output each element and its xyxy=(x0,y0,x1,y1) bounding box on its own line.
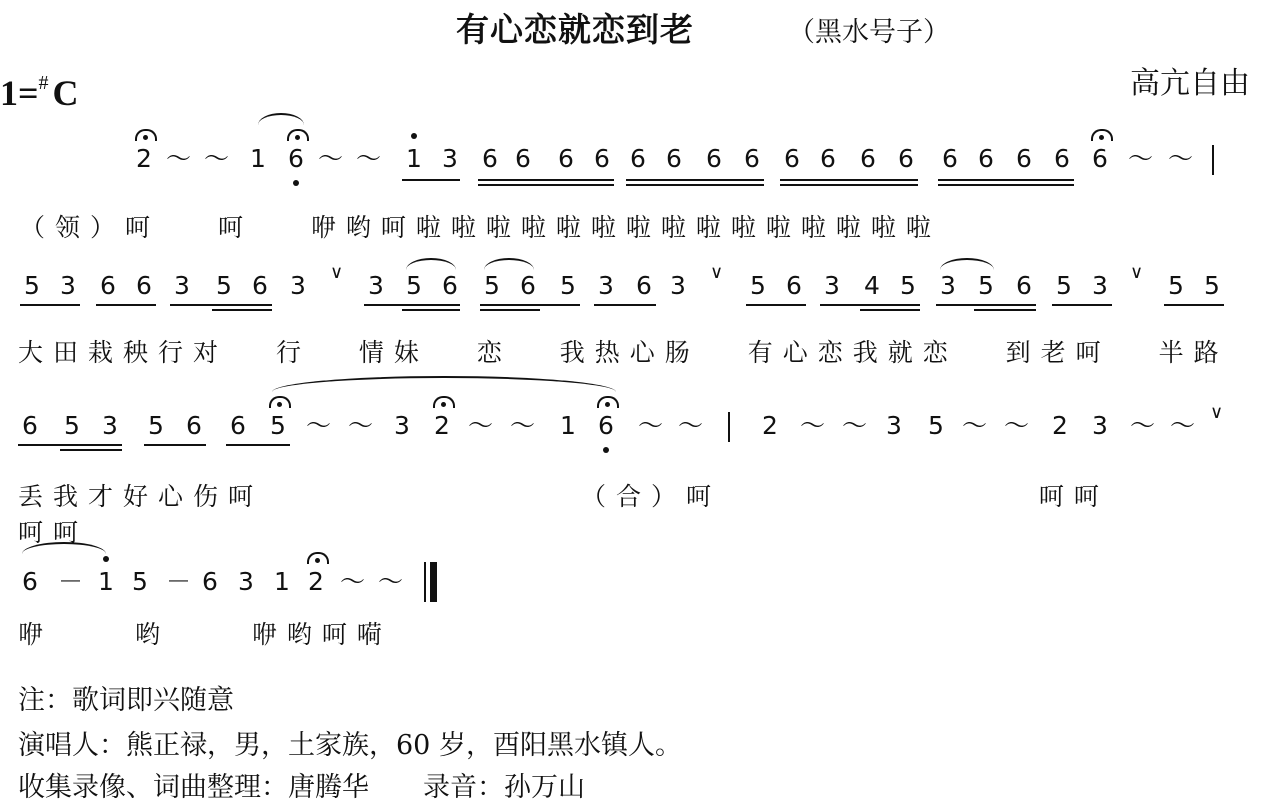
breath-mark-icon: ∨ xyxy=(1210,402,1224,423)
note: ～ xyxy=(204,144,230,173)
note: 5 xyxy=(148,411,164,440)
fermata-icon xyxy=(433,396,455,408)
note: 5 xyxy=(978,271,994,300)
breath-mark-icon: ∨ xyxy=(330,262,344,283)
slur-icon xyxy=(272,376,616,392)
lyrics-row-1: （领）呵 呵 咿哟呵啦啦啦啦啦啦啦啦啦啦啦啦啦啦啦 xyxy=(20,213,941,242)
underline-icon xyxy=(96,304,156,306)
note: 3 xyxy=(60,271,76,300)
fermata-icon xyxy=(597,396,619,408)
note: 6 xyxy=(1054,144,1070,173)
low-octave-dot-icon xyxy=(293,180,299,186)
key-prefix: 1= xyxy=(0,73,39,113)
note: 6 xyxy=(482,144,498,173)
underline-icon xyxy=(780,179,918,181)
note: 5 xyxy=(1204,271,1220,300)
note: 6 xyxy=(1092,144,1108,173)
note: 5 xyxy=(270,411,286,440)
note: 6 xyxy=(636,271,652,300)
note: 6 xyxy=(978,144,994,173)
note: 1 xyxy=(406,144,422,173)
note: 6 xyxy=(252,271,268,300)
note: 3 xyxy=(940,271,956,300)
note: 6 xyxy=(202,567,218,596)
note: 6 xyxy=(744,144,760,173)
note: ～ xyxy=(468,411,494,440)
note: 5 xyxy=(1056,271,1072,300)
underline-icon xyxy=(212,309,272,311)
note: ～ xyxy=(1128,144,1154,173)
note: ～ xyxy=(1130,411,1156,440)
fermata-icon xyxy=(287,129,309,141)
note: 6 xyxy=(520,271,536,300)
slur-icon xyxy=(484,258,534,270)
note: 6 xyxy=(22,411,38,440)
note: 3 xyxy=(394,411,410,440)
note: 3 xyxy=(368,271,384,300)
note: 3 xyxy=(886,411,902,440)
underline-icon xyxy=(60,449,122,451)
key-note: C xyxy=(52,73,79,113)
note: 3 xyxy=(238,567,254,596)
low-octave-dot-icon xyxy=(603,447,609,453)
note: ～ xyxy=(1004,411,1030,440)
note: 2 xyxy=(762,411,778,440)
underline-icon xyxy=(170,304,272,306)
note-line-1: 注：歌词即兴随意 xyxy=(18,685,234,716)
underline-icon xyxy=(480,309,540,311)
note: 2 xyxy=(434,411,450,440)
final-bar-thick-icon xyxy=(430,562,437,602)
note: 6 xyxy=(22,567,38,596)
note: ～ xyxy=(800,411,826,440)
underline-icon xyxy=(480,304,580,306)
note: 6 xyxy=(860,144,876,173)
note: 3 xyxy=(442,144,458,173)
note: ～ xyxy=(356,144,382,173)
note: 6 xyxy=(598,411,614,440)
note: 1 xyxy=(560,411,576,440)
note: 6 xyxy=(136,271,152,300)
note: 3 xyxy=(1092,411,1108,440)
note: 5 xyxy=(484,271,500,300)
note: 6 xyxy=(558,144,574,173)
underline-icon xyxy=(478,184,614,186)
note: 6 xyxy=(288,144,304,173)
high-octave-dot-icon xyxy=(103,556,109,562)
note: 6 xyxy=(784,144,800,173)
note: 6 xyxy=(186,411,202,440)
note: ～ xyxy=(166,144,192,173)
slur-icon xyxy=(940,258,994,270)
note: 6 xyxy=(786,271,802,300)
note: 1 xyxy=(250,144,266,173)
note: ～ xyxy=(378,567,404,596)
underline-icon xyxy=(860,309,920,311)
underline-icon xyxy=(20,304,80,306)
note: 6 xyxy=(666,144,682,173)
note: 6 xyxy=(630,144,646,173)
breath-mark-icon: ∨ xyxy=(1130,262,1144,283)
underline-icon xyxy=(626,184,764,186)
underline-icon xyxy=(746,304,806,306)
underline-icon xyxy=(18,444,122,446)
underline-icon xyxy=(144,444,206,446)
note: 5 xyxy=(560,271,576,300)
underline-icon xyxy=(938,184,1074,186)
note: 5 xyxy=(750,271,766,300)
score-row-3 xyxy=(0,402,1272,450)
note-line-3: 收集录像、词曲整理：唐腾华 录音：孙万山 xyxy=(18,772,585,803)
fermata-icon xyxy=(135,129,157,141)
underline-icon xyxy=(402,179,460,181)
sharp-sign: # xyxy=(38,72,49,94)
slur-icon xyxy=(258,113,304,125)
note: 5 xyxy=(64,411,80,440)
underline-icon xyxy=(402,309,460,311)
underline-icon xyxy=(626,179,764,181)
note: 6 xyxy=(515,144,531,173)
score-row-1 xyxy=(0,143,1272,183)
note: 5 xyxy=(928,411,944,440)
score-row-4 xyxy=(0,566,1272,606)
note: 6 xyxy=(942,144,958,173)
song-subtitle: （黑水号子） xyxy=(788,17,950,48)
note: 3 xyxy=(174,271,190,300)
note: 3 xyxy=(102,411,118,440)
note: 4 xyxy=(864,271,880,300)
note: ～ xyxy=(510,411,536,440)
note: ～ xyxy=(306,411,332,440)
high-octave-dot-icon xyxy=(411,133,417,139)
note: 6 xyxy=(100,271,116,300)
underline-icon xyxy=(226,444,290,446)
lyrics-row-3: 丢我才好心伤呵 （合）呵 呵呵 呵呵 xyxy=(18,482,1109,547)
note: 3 xyxy=(1092,271,1108,300)
note: 6 xyxy=(594,144,610,173)
underline-icon xyxy=(974,309,1036,311)
note: 3 xyxy=(598,271,614,300)
note: ～ xyxy=(1170,411,1196,440)
final-bar-thin-icon xyxy=(424,562,426,602)
lyrics-row-4: 咿 哟 咿哟呵嗬 xyxy=(18,620,392,649)
note: 6 xyxy=(898,144,914,173)
note: 6 xyxy=(820,144,836,173)
note: ～ xyxy=(318,144,344,173)
fermata-icon xyxy=(1091,129,1113,141)
note: 2 xyxy=(1052,411,1068,440)
key-signature xyxy=(0,72,79,114)
note: ～ xyxy=(842,411,868,440)
note: 3 xyxy=(670,271,686,300)
bar-line-icon xyxy=(728,412,730,442)
note: 3 xyxy=(290,271,306,300)
note: 5 xyxy=(216,271,232,300)
note: 6 xyxy=(1016,144,1032,173)
note: 2 xyxy=(308,567,324,596)
note: 3 xyxy=(824,271,840,300)
note: ～ xyxy=(962,411,988,440)
score-row-2 xyxy=(0,262,1272,310)
note: 5 xyxy=(1168,271,1184,300)
note: 2 xyxy=(136,144,152,173)
note: ～ xyxy=(348,411,374,440)
note: 5 xyxy=(900,271,916,300)
note: － xyxy=(58,567,84,596)
note: ～ xyxy=(638,411,664,440)
underline-icon xyxy=(820,304,920,306)
bar-line-icon xyxy=(1212,145,1214,175)
underline-icon xyxy=(364,304,460,306)
note: ～ xyxy=(678,411,704,440)
underline-icon xyxy=(1052,304,1112,306)
underline-icon xyxy=(936,304,1036,306)
note: ～ xyxy=(340,567,366,596)
song-title: 有心恋就恋到老 xyxy=(456,10,694,49)
note: 6 xyxy=(706,144,722,173)
tempo-marking: 高亢自由 xyxy=(1130,66,1250,101)
underline-icon xyxy=(780,184,918,186)
note: 5 xyxy=(132,567,148,596)
note-line-2: 演唱人：熊正禄，男，土家族，60 岁，酉阳黑水镇人。 xyxy=(18,730,682,761)
slur-icon xyxy=(406,258,456,270)
note: 6 xyxy=(1016,271,1032,300)
breath-mark-icon: ∨ xyxy=(710,262,724,283)
note: 5 xyxy=(406,271,422,300)
note: 5 xyxy=(24,271,40,300)
underline-icon xyxy=(938,179,1074,181)
fermata-icon xyxy=(269,396,291,408)
note: ～ xyxy=(1168,144,1194,173)
note: 1 xyxy=(274,567,290,596)
fermata-icon xyxy=(307,552,329,564)
underline-icon xyxy=(1164,304,1224,306)
note: － xyxy=(166,567,192,596)
lyrics-row-2: 大田栽秧行对 行 情妹 恋 我热心肠 有心恋我就恋 到老呵 半路 xyxy=(18,338,1229,367)
note: 6 xyxy=(230,411,246,440)
underline-icon xyxy=(594,304,656,306)
note: 1 xyxy=(98,567,114,596)
underline-icon xyxy=(478,179,614,181)
note: 6 xyxy=(442,271,458,300)
